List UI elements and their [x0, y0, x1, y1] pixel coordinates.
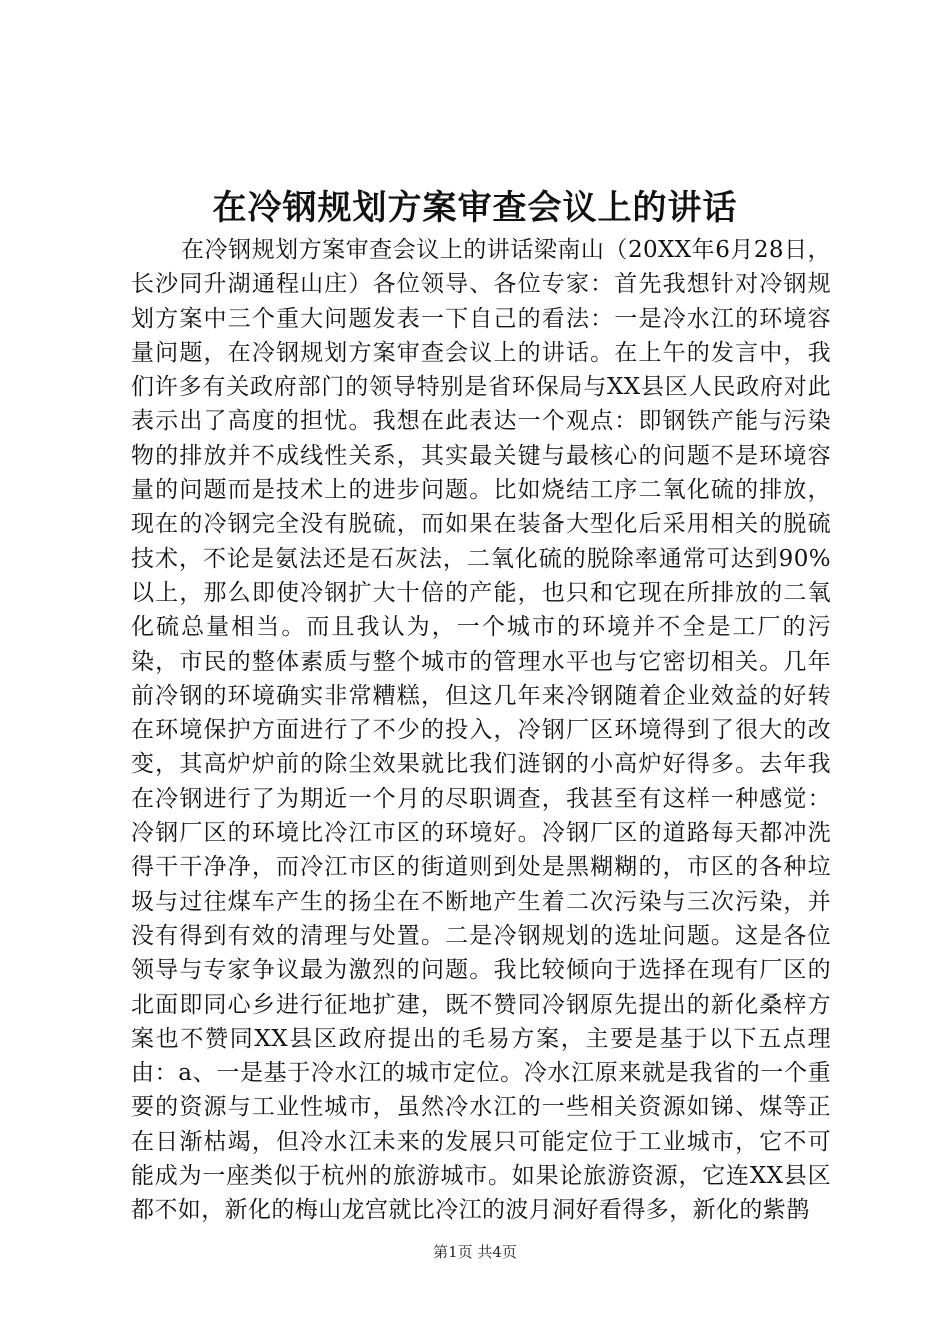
document-body: 在冷钢规划方案审查会议上的讲话梁南山（20XX年6月28日，长沙同升湖通程山庄）各位领导、各位专家：首先我想针对冷钢规划方案中三个重大问题发表一下自己的看法：一是冷水江的环境容量问题，在冷钢规划方案审查会议上的讲话。在上午的发言中，我们许多有关政府部门的领导特别是省环保局与XX县区人民政府对此表示出了高度的担忧。我想在此表达一个观点：即钢铁产能与污染物的排放并不成线性关系，其实最关键与最核心的问题不是环境容量的问题而是技术上的进步问题。比如烧结工序二氧化硫的排放，现在的冷钢完全没有脱硫，而如果在装备大型化后采用相关的脱硫技术，不论是氨法还是石灰法，二氧化硫的脱除率通常可达到90%以上，那么即使冷钢扩大十倍的产能，也只和它现在所排放的二氧化硫总量相当。而且我认为，一个城市的环境并不全是工厂的污染，市民的整体素质与整个城市的管理水平也与它密切相关。几年前冷钢的环境确实非常糟糕，但这几年来冷钢随着企业效益的好转在环境保护方面进行了不少的投入，冷钢厂区环境得到了很大的改变，其高炉炉前的除尘效果就比我们涟钢的小高炉好得多。去年我在冷钢进行了为期近一个月的尽职调查，我甚至有这样一种感觉：冷钢厂区的环境比冷江市区的环境好。冷钢厂区的道路每天都冲洗得干干净净，而冷江市区的街道则到处是黑糊糊的，市区的各种垃圾与过往煤车产生的扬尘在不断地产生着二次污染与三次污染，并没有得到有效的清理与处置。二是冷钢规划的选址问题。这是各位领导与专家争议最为激烈的问题。我比较倾向于选择在现有厂区的北面即同心乡进行征地扩建，既不赞同冷钢原先提出的新化桑梓方案也不赞同XX县区政府提出的毛易方案，主要是基于以下五点理由：a、一是基于冷水江的城市定位。冷水江原来就是我省的一个重要的资源与工业性城市，虽然冷水江的一些相关资源如锑、煤等正在日渐枯竭，但冷水江未来的发展只可能定位于工业城市，它不可能成为一座类似于杭州的旅游城市。如果论旅游资源，它连XX县区都不如，新化的梅山龙宫就比冷江的波月洞好看得多，新化的紫鹊: [131, 237, 831, 1224]
page-number-footer: 第1页 共4页: [433, 1243, 517, 1261]
document-title: 在冷钢规划方案审查会议上的讲话: [212, 188, 738, 228]
